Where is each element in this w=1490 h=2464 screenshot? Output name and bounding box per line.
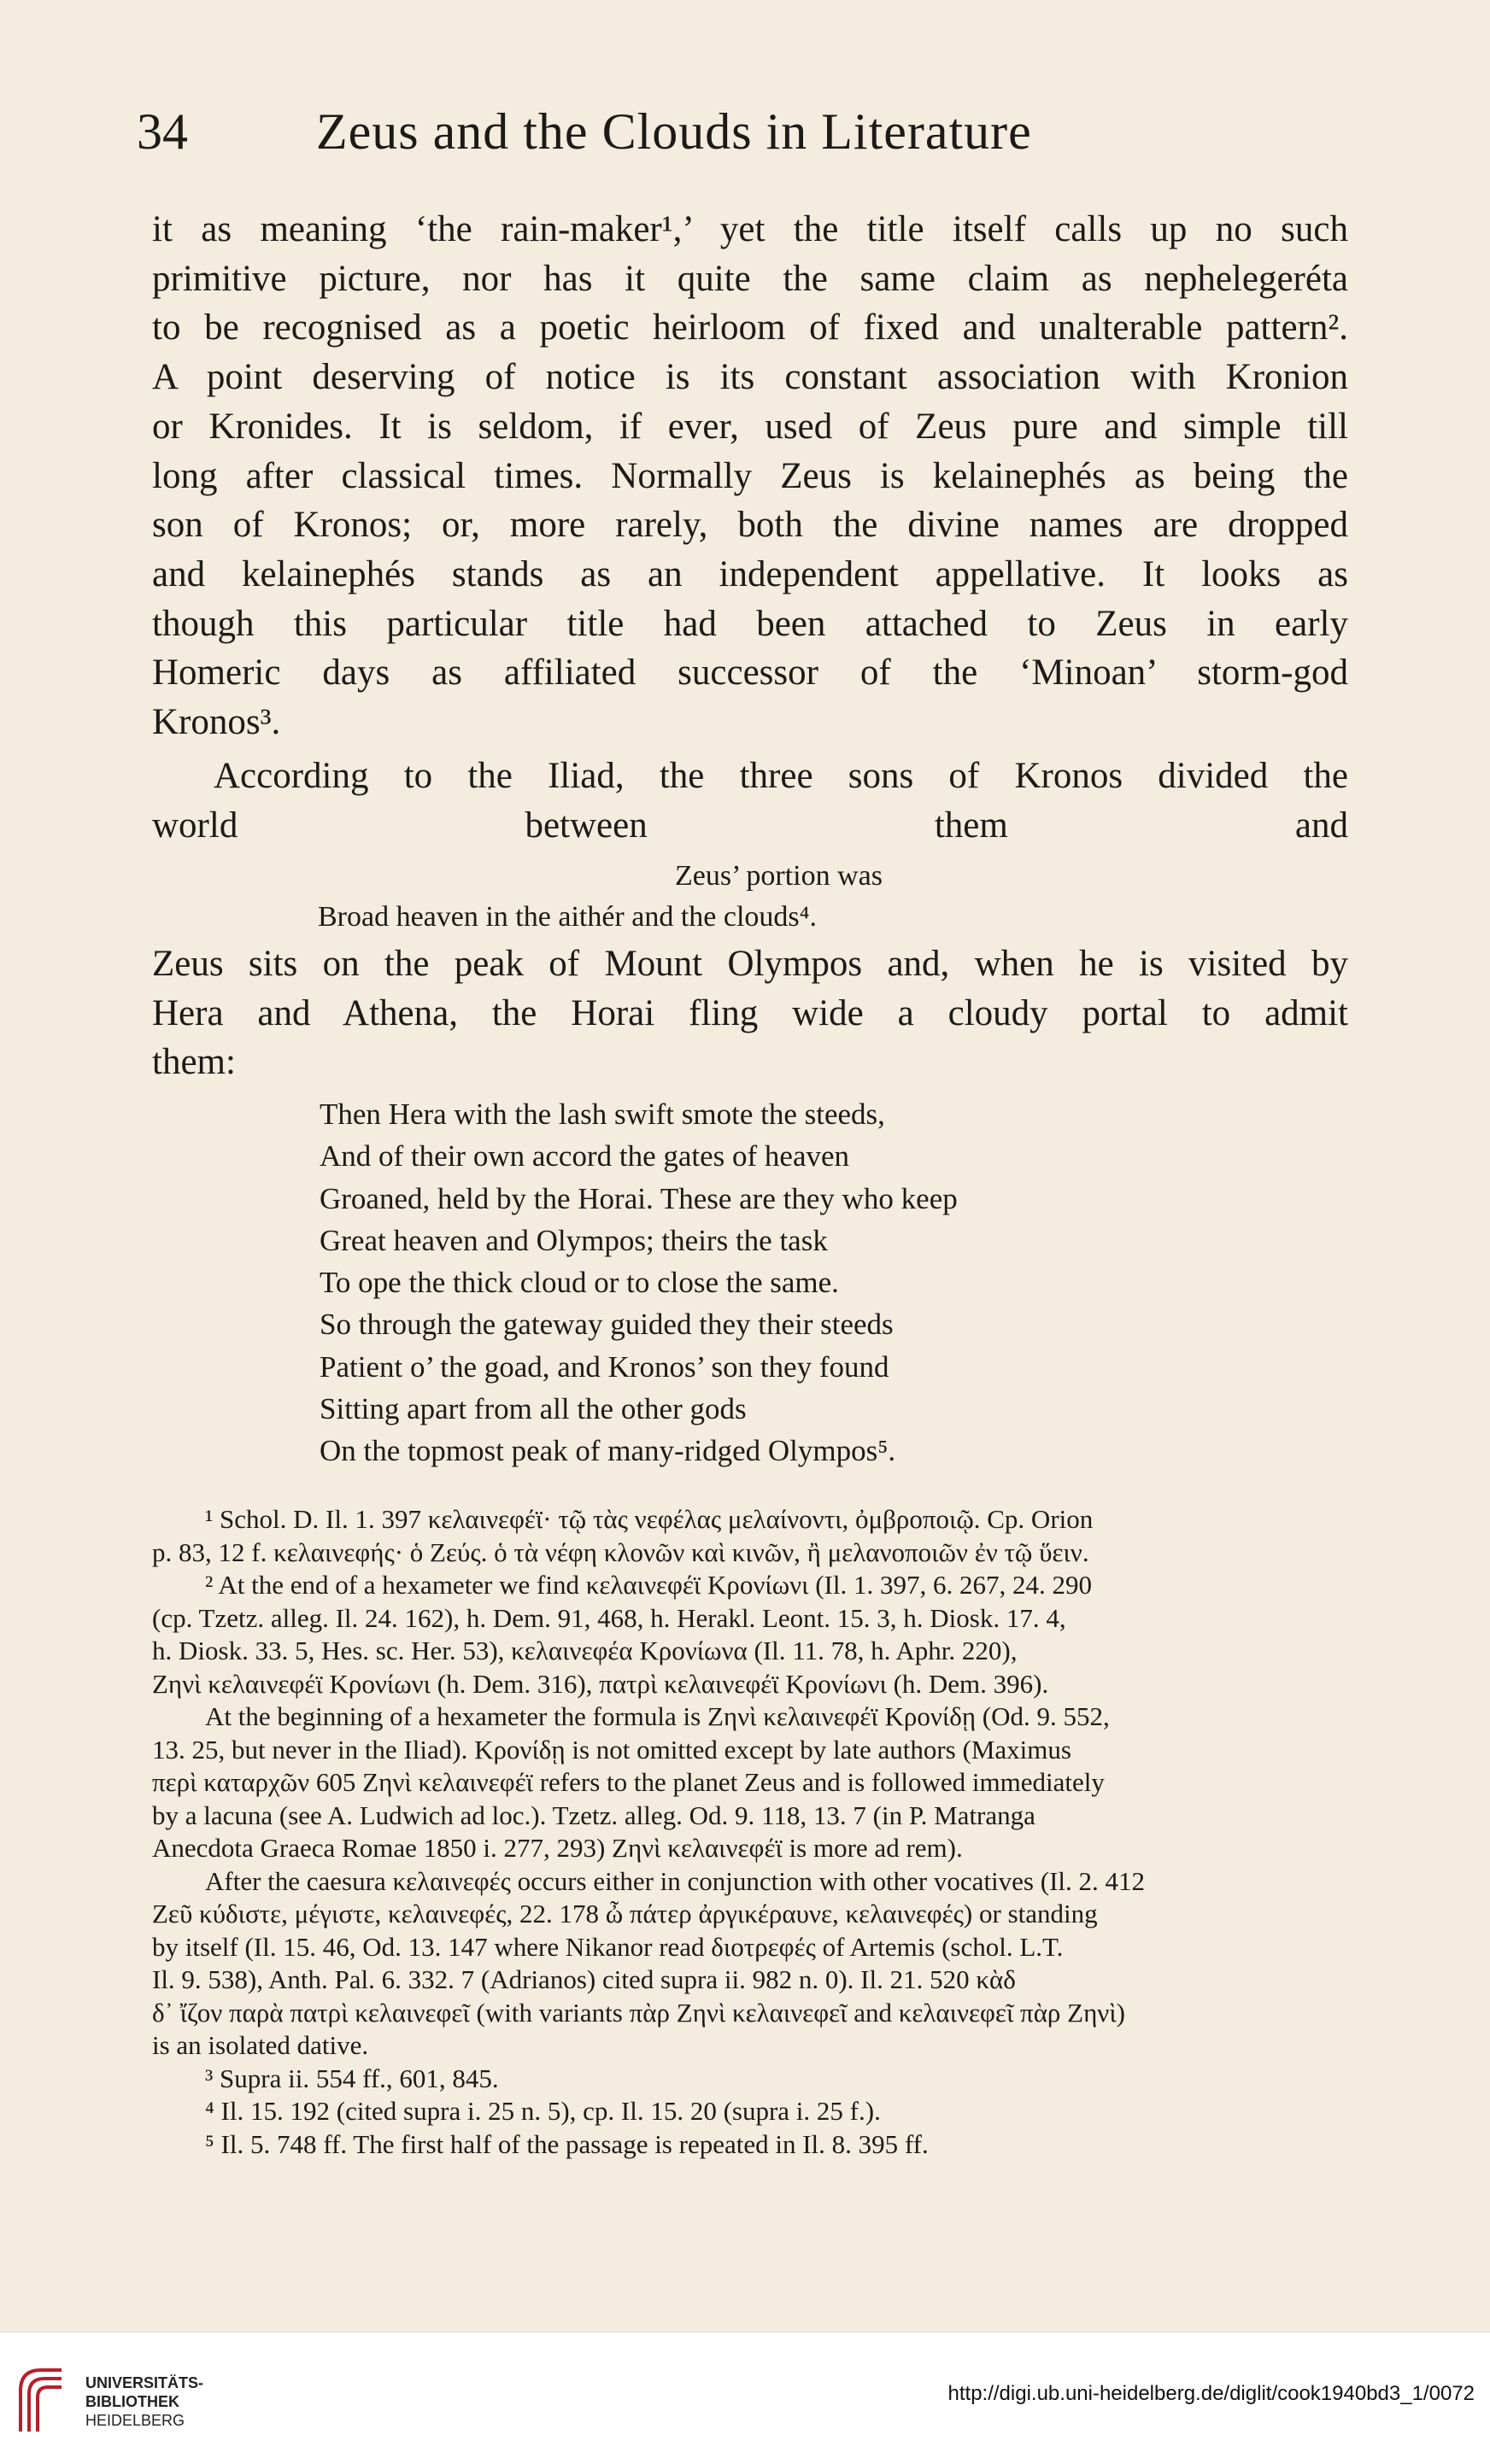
text-line: world between them and <box>152 805 1348 846</box>
footnote-line: After the caesura κελαινεφές occurs either in conjunction with other vocatives (Il. 2. 412 <box>205 1865 1146 1896</box>
block-quote <box>318 856 883 938</box>
footnote-line: Ζεῦ κύδιστε, μέγιστε, κελαινεφές, 22. 178 ὦ πάτερ ἀργικέραυνε, κελαινεφές) or standing <box>152 1899 1098 1928</box>
text-line: and kelainephés stands as an independent appellative. It looks as <box>152 553 1348 594</box>
footnote-line: At the beginning of a hexameter the formula is Ζηνὶ κελαινεφέϊ Κρονίδῃ (Od. 9. 552, <box>205 1701 1110 1731</box>
text-line: According to the Iliad, the three sons of Kronos divided the <box>214 756 1348 796</box>
library-name-line: BIBLIOTHEK <box>85 2393 179 2410</box>
footnote-line: by a lacuna (see A. Ludwich ad loc.). Tzetz. alleg. Od. 9. 118, 13. 7 (in P. Matranga <box>152 1800 1035 1830</box>
verse-line: Great heaven and Olympos; theirs the task <box>320 1223 828 1257</box>
verse-line: On the topmost peak of many-ridged Olympos⁵. <box>320 1434 896 1468</box>
text-line: son of Kronos; or, more rarely, both the divine names are dropped <box>152 505 1348 546</box>
text-line: primitive picture, nor has it quite the same claim as nephelegeréta <box>152 258 1348 299</box>
footnote-line: δ᾽ ἴζον παρὰ πατρὶ κελαινεφεῖ (with variants πὰρ Ζηνὶ κελαινεφεῖ and κελαινεφεῖ πὰρ Ζηνὶ) <box>152 1997 1125 2028</box>
paragraph-1 <box>152 205 1348 747</box>
text-line: Homeric days as affiliated successor of the ‘Minoan’ storm-god <box>152 653 1348 694</box>
text-line: though this particular title had been attached to Zeus in early <box>152 603 1348 644</box>
footnotes <box>152 1503 1348 2161</box>
verse-line: To ope the thick cloud or to close the same. <box>320 1266 839 1300</box>
footnote-line: ⁵ Il. 5. 748 ff. The first half of the passage is repeated in Il. 8. 395 ff. <box>205 2128 929 2159</box>
verse-line: And of their own accord the gates of heaven <box>320 1139 850 1173</box>
quote-line: Broad heaven in the aithér and the clouds⁴. <box>318 901 817 933</box>
footnote-line: is an isolated dative. <box>152 2030 369 2060</box>
footnote-line: Anecdota Graeca Romae 1850 i. 277, 293) Ζηνὶ κελαινεφέϊ is more ad rem). <box>152 1833 963 1863</box>
footnote-line: p. 83, 12 f. κελαινεφής· ὁ Ζεύς. ὁ τὰ νέφη κλονῶν καὶ κινῶν, ἢ μελανοποιῶν ἐν τῷ ὕειν. <box>152 1536 1089 1567</box>
permalink-url[interactable]: http://digi.ub.uni-heidelberg.de/diglit/cook1940bd3_1/0072 <box>947 2382 1475 2405</box>
verse-line: Groaned, held by the Horai. These are they who keep <box>320 1181 958 1215</box>
quote-line: Zeus’ portion was <box>675 860 883 892</box>
paragraph-3 <box>152 939 1348 1087</box>
library-name-line: UNIVERSITÄTS- <box>85 2374 204 2391</box>
text-line: them: <box>152 1042 236 1083</box>
library-name-line: HEIDELBERG <box>85 2412 185 2429</box>
verse-line: Patient o’ the goad, and Kronos’ son they found <box>320 1349 889 1384</box>
page-number: 34 <box>137 103 188 160</box>
running-title: Zeus and the Clouds in Literature <box>316 103 1032 160</box>
footnote-line: (cp. Tzetz. alleg. Il. 24. 162), h. Dem. 91, 468, h. Herakl. Leont. 15. 3, h. Diosk. 17. 4, <box>152 1602 1066 1633</box>
library-name <box>85 2373 203 2430</box>
footnote-line: Ζηνὶ κελαινεφέϊ Κρονίωνι (h. Dem. 316), πατρὶ κελαινεφέϊ Κρονίωνι (h. Dem. 396). <box>152 1668 1049 1699</box>
text-line: Zeus sits on the peak of Mount Olympos and, when he is visited by <box>152 944 1348 984</box>
text-line: to be recognised as a poetic heirloom of fixed and unalterable pattern². <box>152 307 1348 348</box>
footnote-line: by itself (Il. 15. 46, Od. 13. 147 where Nikanor read διοτρεφές of Artemis (schol. L.T. <box>152 1931 1064 1962</box>
viewer-footer <box>0 2332 1490 2464</box>
footnote-line: ³ Supra ii. 554 ff., 601, 845. <box>205 2063 499 2093</box>
footnote-line: 13. 25, but never in the Iliad). Κρονίδῃ is not omitted except by late authors (Maximus <box>152 1734 1071 1765</box>
text-line: or Kronides. It is seldom, if ever, used of Zeus pure and simple till <box>152 406 1348 447</box>
footnote-line: περὶ καταρχῶν 605 Ζηνὶ κελαινεφέϊ refers to the planet Zeus and is followed immediately <box>152 1767 1105 1797</box>
footnote-line: ² At the end of a hexameter we find κελαινεφέϊ Κρονίωνι (Il. 1. 397, 6. 267, 24. 290 <box>205 1570 1092 1600</box>
page-header <box>137 102 1350 188</box>
library-logo-icon <box>15 2365 67 2433</box>
verse-line: Then Hera with the lash swift smote the steeds, <box>320 1097 885 1131</box>
text-line: Kronos³. <box>152 702 281 743</box>
footnote-line: ⁴ Il. 15. 192 (cited supra i. 25 n. 5), cp. Il. 15. 20 (supra i. 25 f.). <box>205 2096 881 2126</box>
footnote-line: ¹ Schol. D. Il. 1. 397 κελαινεφέϊ· τῷ τὰς νεφέλας μελαίνοντι, ὀμβροποιῷ. Cp. Orion <box>205 1504 1094 1534</box>
footnote-line: h. Diosk. 33. 5, Hes. sc. Her. 53), κελαινεφέα Κρονίωνα (Il. 11. 78, h. Aphr. 220), <box>152 1636 1018 1665</box>
footnote-line: Il. 9. 538), Anth. Pal. 6. 332. 7 (Adrianos) cited supra ii. 982 n. 0). Il. 21. 520 κὰδ <box>152 1964 1016 1994</box>
text-line: long after classical times. Normally Zeus is kelainephés as being the <box>152 455 1348 496</box>
verse-line: So through the gateway guided they their steeds <box>320 1308 894 1342</box>
paragraph-2 <box>152 752 1348 850</box>
verse-line: Sitting apart from all the other gods <box>320 1392 747 1426</box>
text-line: A point deserving of notice is its constant association with Kronion <box>152 357 1348 398</box>
text-line: Hera and Athena, the Horai fling wide a cloudy portal to admit <box>152 992 1348 1033</box>
verse-quote <box>320 1093 958 1472</box>
text-line: it as meaning ‘the rain-maker¹,’ yet the title itself calls up no such <box>152 209 1348 249</box>
